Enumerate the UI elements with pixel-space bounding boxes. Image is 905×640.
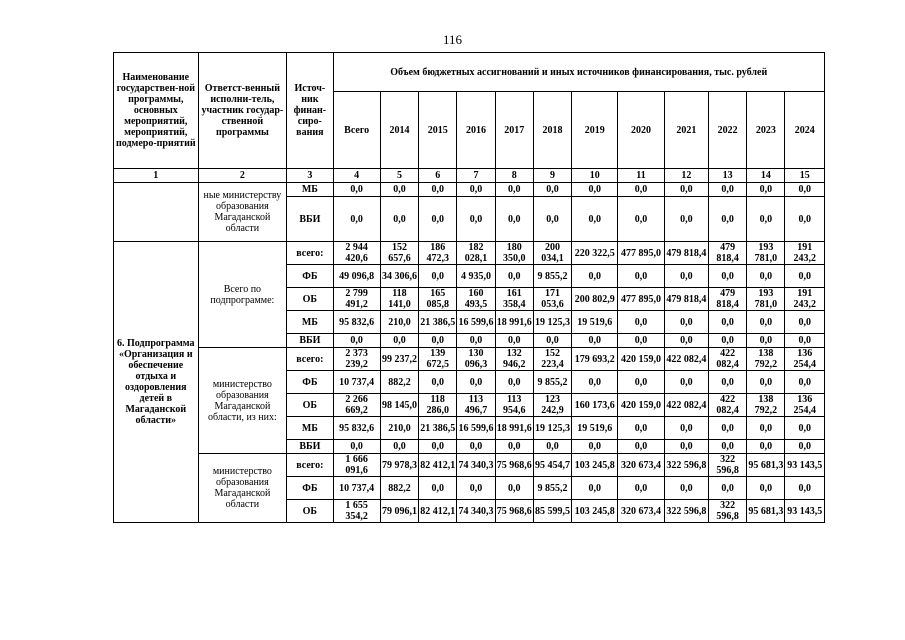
value-cell: 0,0 bbox=[419, 265, 457, 288]
value-cell: 0,0 bbox=[333, 197, 380, 242]
value-cell: 0,0 bbox=[618, 197, 664, 242]
value-cell: 0,0 bbox=[495, 197, 533, 242]
value-cell: 4 935,0 bbox=[457, 265, 495, 288]
value-cell: 0,0 bbox=[747, 417, 785, 440]
value-cell: 0,0 bbox=[708, 311, 746, 334]
value-cell: 136 254,4 bbox=[785, 348, 825, 371]
value-cell: 0,0 bbox=[747, 334, 785, 348]
value-cell: 99 237,2 bbox=[380, 348, 418, 371]
value-cell: 0,0 bbox=[747, 371, 785, 394]
value-cell: 0,0 bbox=[457, 334, 495, 348]
value-cell: 82 412,1 bbox=[419, 454, 457, 477]
column-number: 3 bbox=[287, 169, 333, 183]
value-cell: 0,0 bbox=[380, 197, 418, 242]
value-cell: 479 818,4 bbox=[708, 288, 746, 311]
value-cell: 0,0 bbox=[708, 440, 746, 454]
value-cell: 182 028,1 bbox=[457, 242, 495, 265]
funding-source-cell: ВБИ bbox=[287, 334, 333, 348]
value-cell: 0,0 bbox=[533, 183, 571, 197]
value-cell: 0,0 bbox=[708, 265, 746, 288]
value-cell: 0,0 bbox=[419, 197, 457, 242]
value-cell: 882,2 bbox=[380, 371, 418, 394]
value-cell: 10 737,4 bbox=[333, 371, 380, 394]
value-cell: 0,0 bbox=[572, 183, 618, 197]
value-cell: 95 681,3 bbox=[747, 454, 785, 477]
value-cell: 74 340,3 bbox=[457, 500, 495, 523]
value-cell: 0,0 bbox=[785, 265, 825, 288]
funding-source-cell: ОБ bbox=[287, 394, 333, 417]
value-cell: 0,0 bbox=[708, 334, 746, 348]
value-cell: 200 802,9 bbox=[572, 288, 618, 311]
value-cell: 420 159,0 bbox=[618, 394, 664, 417]
value-cell: 193 781,0 bbox=[747, 242, 785, 265]
value-cell: 19 519,6 bbox=[572, 417, 618, 440]
column-number: 12 bbox=[664, 169, 708, 183]
value-cell: 0,0 bbox=[495, 183, 533, 197]
funding-source-cell: ФБ bbox=[287, 265, 333, 288]
value-cell: 0,0 bbox=[618, 334, 664, 348]
value-cell: 0,0 bbox=[664, 440, 708, 454]
value-cell: 0,0 bbox=[380, 334, 418, 348]
executor-cell: ные министерству образования Магаданской области bbox=[198, 183, 287, 242]
value-cell: 10 737,4 bbox=[333, 477, 380, 500]
header-year: 2017 bbox=[495, 92, 533, 169]
value-cell: 0,0 bbox=[708, 183, 746, 197]
value-cell: 422 082,4 bbox=[664, 348, 708, 371]
funding-source-cell: всего: bbox=[287, 242, 333, 265]
value-cell: 0,0 bbox=[785, 477, 825, 500]
value-cell: 320 673,4 bbox=[618, 454, 664, 477]
value-cell: 0,0 bbox=[747, 477, 785, 500]
funding-source-cell: ВБИ bbox=[287, 197, 333, 242]
value-cell: 98 145,0 bbox=[380, 394, 418, 417]
value-cell: 186 472,3 bbox=[419, 242, 457, 265]
header-year: 2016 bbox=[457, 92, 495, 169]
value-cell: 0,0 bbox=[419, 440, 457, 454]
value-cell: 320 673,4 bbox=[618, 500, 664, 523]
value-cell: 0,0 bbox=[457, 440, 495, 454]
value-cell: 0,0 bbox=[664, 311, 708, 334]
value-cell: 103 245,8 bbox=[572, 500, 618, 523]
header-year: 2024 bbox=[785, 92, 825, 169]
value-cell: 0,0 bbox=[785, 440, 825, 454]
value-cell: 75 968,6 bbox=[495, 454, 533, 477]
value-cell: 0,0 bbox=[618, 417, 664, 440]
value-cell: 0,0 bbox=[618, 183, 664, 197]
value-cell: 93 143,5 bbox=[785, 500, 825, 523]
value-cell: 0,0 bbox=[419, 334, 457, 348]
value-cell: 0,0 bbox=[708, 417, 746, 440]
value-cell: 16 599,6 bbox=[457, 417, 495, 440]
value-cell: 103 245,8 bbox=[572, 454, 618, 477]
value-cell: 2 266 669,2 bbox=[333, 394, 380, 417]
funding-source-cell: ОБ bbox=[287, 288, 333, 311]
value-cell: 322 596,8 bbox=[708, 454, 746, 477]
value-cell: 171 053,6 bbox=[533, 288, 571, 311]
value-cell: 9 855,2 bbox=[533, 477, 571, 500]
value-cell: 138 792,2 bbox=[747, 394, 785, 417]
value-cell: 200 034,1 bbox=[533, 242, 571, 265]
value-cell: 118 286,0 bbox=[419, 394, 457, 417]
value-cell: 79 978,3 bbox=[380, 454, 418, 477]
value-cell: 477 895,0 bbox=[618, 288, 664, 311]
value-cell: 0,0 bbox=[495, 440, 533, 454]
value-cell: 165 085,8 bbox=[419, 288, 457, 311]
value-cell: 95 832,6 bbox=[333, 311, 380, 334]
value-cell: 74 340,3 bbox=[457, 454, 495, 477]
value-cell: 152 223,4 bbox=[533, 348, 571, 371]
header-budget-volume: Объем бюджетных ассигнований и иных источников финансирования, тыс. рублей bbox=[333, 53, 825, 92]
value-cell: 0,0 bbox=[572, 440, 618, 454]
value-cell: 0,0 bbox=[495, 477, 533, 500]
value-cell: 113 954,6 bbox=[495, 394, 533, 417]
value-cell: 21 386,5 bbox=[419, 417, 457, 440]
column-number: 8 bbox=[495, 169, 533, 183]
value-cell: 19 125,3 bbox=[533, 311, 571, 334]
value-cell: 0,0 bbox=[457, 371, 495, 394]
header-year: 2014 bbox=[380, 92, 418, 169]
funding-source-cell: ВБИ bbox=[287, 440, 333, 454]
value-cell: 118 141,0 bbox=[380, 288, 418, 311]
value-cell: 1 666 091,6 bbox=[333, 454, 380, 477]
header-year: 2015 bbox=[419, 92, 457, 169]
value-cell: 0,0 bbox=[618, 477, 664, 500]
value-cell: 113 496,7 bbox=[457, 394, 495, 417]
value-cell: 18 991,6 bbox=[495, 417, 533, 440]
value-cell: 0,0 bbox=[618, 265, 664, 288]
header-funding-source: Источ-ник финан-сиро-вания bbox=[287, 53, 333, 169]
value-cell: 0,0 bbox=[708, 371, 746, 394]
value-cell: 0,0 bbox=[333, 440, 380, 454]
value-cell: 34 306,6 bbox=[380, 265, 418, 288]
funding-source-cell: ФБ bbox=[287, 477, 333, 500]
value-cell: 0,0 bbox=[664, 197, 708, 242]
value-cell: 0,0 bbox=[708, 197, 746, 242]
value-cell: 0,0 bbox=[533, 197, 571, 242]
value-cell: 322 596,8 bbox=[664, 500, 708, 523]
executor-cell: Всего по подпрограмме: bbox=[198, 242, 287, 348]
value-cell: 0,0 bbox=[572, 334, 618, 348]
value-cell: 0,0 bbox=[419, 183, 457, 197]
value-cell: 18 991,6 bbox=[495, 311, 533, 334]
value-cell: 179 693,2 bbox=[572, 348, 618, 371]
value-cell: 123 242,9 bbox=[533, 394, 571, 417]
value-cell: 1 655 354,2 bbox=[333, 500, 380, 523]
value-cell: 95 832,6 bbox=[333, 417, 380, 440]
value-cell: 2 373 239,2 bbox=[333, 348, 380, 371]
value-cell: 322 596,8 bbox=[708, 500, 746, 523]
value-cell: 479 818,4 bbox=[708, 242, 746, 265]
column-number: 13 bbox=[708, 169, 746, 183]
funding-source-cell: ОБ bbox=[287, 500, 333, 523]
page-number: 116 bbox=[442, 32, 463, 47]
table-row bbox=[114, 242, 825, 265]
value-cell: 193 781,0 bbox=[747, 288, 785, 311]
value-cell: 0,0 bbox=[664, 477, 708, 500]
column-number: 14 bbox=[747, 169, 785, 183]
value-cell: 0,0 bbox=[785, 183, 825, 197]
table-row bbox=[114, 348, 825, 371]
value-cell: 0,0 bbox=[333, 183, 380, 197]
value-cell: 479 818,4 bbox=[664, 288, 708, 311]
column-number: 2 bbox=[198, 169, 287, 183]
value-cell: 138 792,2 bbox=[747, 348, 785, 371]
value-cell: 0,0 bbox=[747, 440, 785, 454]
value-cell: 0,0 bbox=[664, 183, 708, 197]
value-cell: 479 818,4 bbox=[664, 242, 708, 265]
value-cell: 21 386,5 bbox=[419, 311, 457, 334]
value-cell: 322 596,8 bbox=[664, 454, 708, 477]
program-name-cell bbox=[114, 183, 199, 242]
value-cell: 152 657,6 bbox=[380, 242, 418, 265]
column-number: 10 bbox=[572, 169, 618, 183]
column-number: 9 bbox=[533, 169, 571, 183]
column-number: 7 bbox=[457, 169, 495, 183]
value-cell: 420 159,0 bbox=[618, 348, 664, 371]
value-cell: 9 855,2 bbox=[533, 371, 571, 394]
column-number: 6 bbox=[419, 169, 457, 183]
value-cell: 95 681,3 bbox=[747, 500, 785, 523]
funding-source-cell: МБ bbox=[287, 417, 333, 440]
value-cell: 0,0 bbox=[419, 371, 457, 394]
budget-table bbox=[113, 52, 825, 523]
value-cell: 0,0 bbox=[333, 334, 380, 348]
value-cell: 0,0 bbox=[664, 417, 708, 440]
value-cell: 0,0 bbox=[785, 197, 825, 242]
column-number: 15 bbox=[785, 169, 825, 183]
value-cell: 161 358,4 bbox=[495, 288, 533, 311]
value-cell: 160 493,5 bbox=[457, 288, 495, 311]
header-row-top bbox=[114, 53, 825, 92]
value-cell: 0,0 bbox=[572, 477, 618, 500]
header-executor: Ответст-венный исполни-тель, участник государ-ственной программы bbox=[198, 53, 287, 169]
column-number: 5 bbox=[380, 169, 418, 183]
header-program-name: Наименование государствен-ной программы, основных мероприятий, мероприятий, подмеро-приятий bbox=[114, 53, 199, 169]
value-cell: 95 454,7 bbox=[533, 454, 571, 477]
table-row bbox=[114, 454, 825, 477]
value-cell: 9 855,2 bbox=[533, 265, 571, 288]
table-row bbox=[114, 183, 825, 197]
value-cell: 477 895,0 bbox=[618, 242, 664, 265]
value-cell: 0,0 bbox=[457, 197, 495, 242]
subprogram-name-cell: 6. Подпрограмма «Организация и обеспечение отдыха и оздоровления детей в Магаданской области» bbox=[114, 242, 199, 523]
value-cell: 210,0 bbox=[380, 417, 418, 440]
value-cell: 882,2 bbox=[380, 477, 418, 500]
header-year: 2020 bbox=[618, 92, 664, 169]
value-cell: 422 082,4 bbox=[708, 394, 746, 417]
executor-cell: министерство образования Магаданской области, из них: bbox=[198, 348, 287, 454]
value-cell: 0,0 bbox=[747, 311, 785, 334]
value-cell: 130 096,3 bbox=[457, 348, 495, 371]
value-cell: 2 944 420,6 bbox=[333, 242, 380, 265]
value-cell: 0,0 bbox=[664, 371, 708, 394]
value-cell: 0,0 bbox=[785, 371, 825, 394]
value-cell: 19 519,6 bbox=[572, 311, 618, 334]
value-cell: 0,0 bbox=[533, 334, 571, 348]
column-number-row bbox=[114, 169, 825, 183]
column-number: 11 bbox=[618, 169, 664, 183]
value-cell: 0,0 bbox=[618, 371, 664, 394]
funding-source-cell: МБ bbox=[287, 183, 333, 197]
value-cell: 75 968,6 bbox=[495, 500, 533, 523]
value-cell: 0,0 bbox=[785, 417, 825, 440]
value-cell: 191 243,2 bbox=[785, 242, 825, 265]
value-cell: 220 322,5 bbox=[572, 242, 618, 265]
executor-cell: министерство образования Магаданской области bbox=[198, 454, 287, 523]
value-cell: 180 350,0 bbox=[495, 242, 533, 265]
header-year: 2022 bbox=[708, 92, 746, 169]
value-cell: 16 599,6 bbox=[457, 311, 495, 334]
value-cell: 0,0 bbox=[572, 265, 618, 288]
value-cell: 210,0 bbox=[380, 311, 418, 334]
header-year: 2021 bbox=[664, 92, 708, 169]
value-cell: 422 082,4 bbox=[708, 348, 746, 371]
value-cell: 2 799 491,2 bbox=[333, 288, 380, 311]
value-cell: 136 254,4 bbox=[785, 394, 825, 417]
value-cell: 0,0 bbox=[664, 334, 708, 348]
value-cell: 0,0 bbox=[747, 265, 785, 288]
value-cell: 0,0 bbox=[457, 183, 495, 197]
value-cell: 160 173,6 bbox=[572, 394, 618, 417]
funding-source-cell: всего: bbox=[287, 454, 333, 477]
funding-source-cell: ФБ bbox=[287, 371, 333, 394]
value-cell: 0,0 bbox=[708, 477, 746, 500]
value-cell: 0,0 bbox=[785, 334, 825, 348]
value-cell: 0,0 bbox=[495, 334, 533, 348]
value-cell: 0,0 bbox=[572, 371, 618, 394]
value-cell: 0,0 bbox=[495, 371, 533, 394]
value-cell: 0,0 bbox=[457, 477, 495, 500]
header-year: 2018 bbox=[533, 92, 571, 169]
value-cell: 0,0 bbox=[618, 311, 664, 334]
value-cell: 0,0 bbox=[495, 265, 533, 288]
value-cell: 85 599,5 bbox=[533, 500, 571, 523]
value-cell: 0,0 bbox=[747, 197, 785, 242]
header-year: 2019 bbox=[572, 92, 618, 169]
value-cell: 93 143,5 bbox=[785, 454, 825, 477]
value-cell: 0,0 bbox=[572, 197, 618, 242]
value-cell: 49 096,8 bbox=[333, 265, 380, 288]
value-cell: 0,0 bbox=[618, 440, 664, 454]
value-cell: 191 243,2 bbox=[785, 288, 825, 311]
column-number: 1 bbox=[114, 169, 199, 183]
column-number: 4 bbox=[333, 169, 380, 183]
value-cell: 0,0 bbox=[664, 265, 708, 288]
value-cell: 0,0 bbox=[380, 440, 418, 454]
header-year: 2023 bbox=[747, 92, 785, 169]
value-cell: 0,0 bbox=[533, 440, 571, 454]
value-cell: 19 125,3 bbox=[533, 417, 571, 440]
funding-source-cell: МБ bbox=[287, 311, 333, 334]
value-cell: 139 672,5 bbox=[419, 348, 457, 371]
value-cell: 82 412,1 bbox=[419, 500, 457, 523]
header-total: Всего bbox=[333, 92, 380, 169]
value-cell: 132 946,2 bbox=[495, 348, 533, 371]
funding-source-cell: всего: bbox=[287, 348, 333, 371]
value-cell: 0,0 bbox=[419, 477, 457, 500]
value-cell: 0,0 bbox=[747, 183, 785, 197]
value-cell: 422 082,4 bbox=[664, 394, 708, 417]
value-cell: 0,0 bbox=[380, 183, 418, 197]
value-cell: 79 096,1 bbox=[380, 500, 418, 523]
value-cell: 0,0 bbox=[785, 311, 825, 334]
